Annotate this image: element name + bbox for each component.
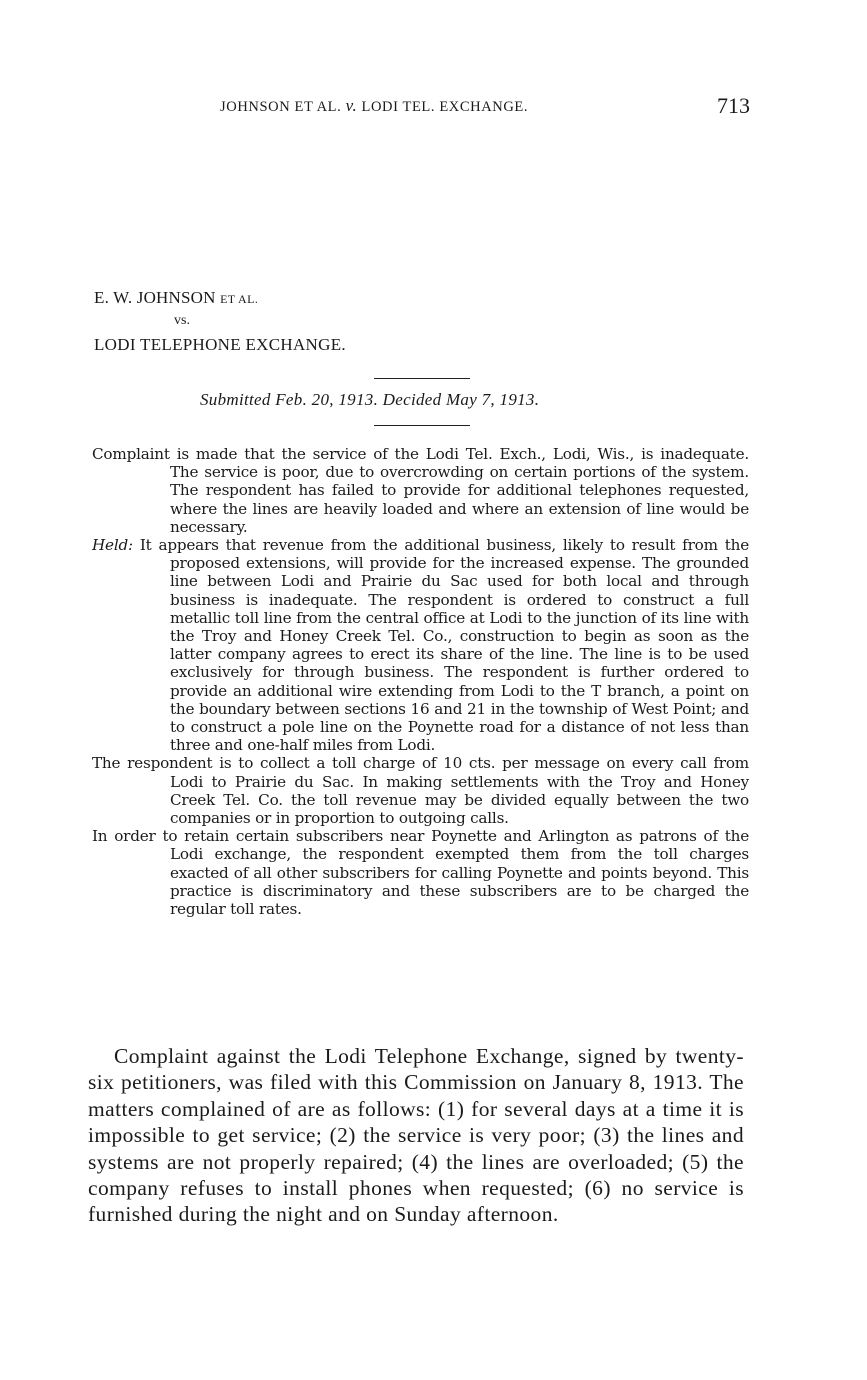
running-title-versus: v.: [345, 96, 358, 115]
headnote-held: [92, 536, 749, 755]
page-number: 713: [717, 93, 750, 118]
headnote-complaint: Complaint is made that the service of the Lodi Tel. Exch., Lodi, Wis., is inadequate. The service is poor, due to overcrowding on certain portions of the system. The respondent has failed to provide for additional telephones requested, where the lines are heavily loaded and where an extension of line would be necessary.: [92, 445, 749, 536]
body-paragraph: Complaint against the Lodi Telephone Exchange, signed by twenty-six petitioners, was filed with this Commission on January 8, 1913. The matters complained of are as follows: (1) for several days at a time it is impossible to get service; (2) the service is very poor; (3) the lines and systems are not properly repaired; (4) the lines are overloaded; (5) the company refuses to install phones when requested; (6) no service is furnished during the night and on Sunday afternoon.: [88, 1044, 744, 1227]
headnote: [92, 445, 749, 918]
running-title: [220, 96, 528, 116]
running-title-part1: JOHNSON ET AL.: [220, 99, 342, 115]
plaintiff-line: [94, 286, 346, 311]
body-text: [88, 1043, 744, 1228]
defendant-name: LODI TELEPHONE EXCHANGE.: [94, 335, 346, 354]
running-head: [220, 94, 750, 120]
versus: vs.: [174, 313, 190, 328]
divider-bottom: [374, 425, 470, 426]
plaintiff-name: E. W. JOHNSON: [94, 288, 216, 307]
held-label: Held:: [92, 536, 133, 555]
case-title: [94, 286, 346, 359]
submission-dates: Submitted Feb. 20, 1913. Decided May 7, 1913.: [200, 390, 540, 409]
divider-top: [374, 378, 470, 379]
headnote-discrimination: In order to retain certain subscribers near Poynette and Arlington as patrons of the Lodi exchange, the respondent exempted them from the toll charges exacted of all other subscribers for calling Poynette and points beyond. This practice is discriminatory and these subscribers are to be charged the regular toll rates.: [92, 827, 749, 919]
running-title-part2: LODI TEL. EXCHANGE.: [361, 99, 529, 115]
plaintiff-suffix: ET AL.: [220, 292, 259, 306]
headnote-toll: The respondent is to collect a toll charge of 10 cts. per message on every call from Lodi to Prairie du Sac. In making settlements with the Troy and Honey Creek Tel. Co. the toll revenue may be divided equally between the two companies or in proportion to outgoing calls.: [92, 754, 749, 828]
held-text: It appears that revenue from the additional business, likely to result from the proposed extensions, will provide for the increased expense. The grounded line between Lodi and Prairie du Sac used for both local and through business is inadequate. The respondent is ordered to construct a full metallic toll line from the central office at Lodi to the junction of its line with the Troy and Honey Creek Tel. Co., construction to begin as soon as the latter company agrees to erect its share of the line. The line is to be used exclusively for through business. The respondent is further ordered to provide an additional wire extending from Lodi to the T branch, a point on the boundary between sections 16 and 21 in the township of West Point; and to construct a pole line on the Poynette road for a distance of not less than three and one-half miles from Lodi.: [139, 536, 749, 755]
